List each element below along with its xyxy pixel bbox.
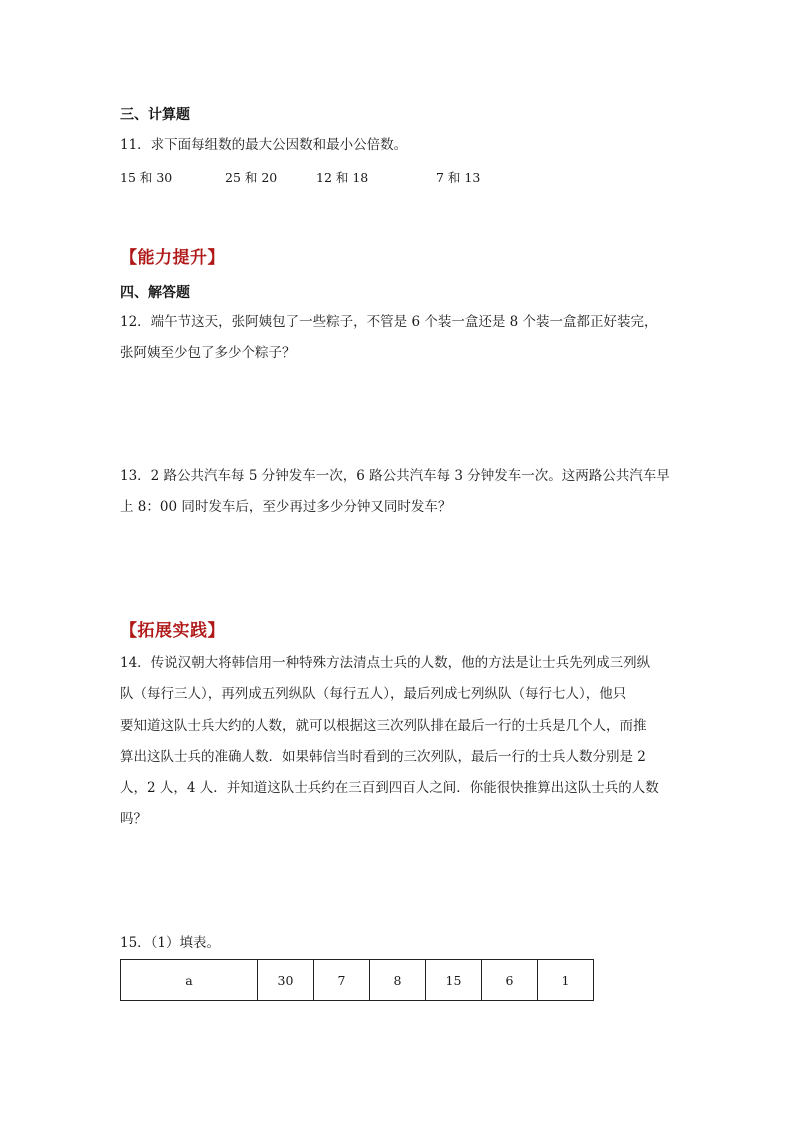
table-cell: 1 <box>538 960 594 1001</box>
fill-in-table <box>120 959 594 1001</box>
q11-pair-4: 7 和 13 <box>436 170 481 185</box>
question-12-line-1: 12．端午节这天，张阿姨包了一些粽子，不管是 6 个装一盒还是 8 个装一盒都正好装完， <box>120 314 658 330</box>
table-cell: 8 <box>370 960 426 1001</box>
table-header-cell: a <box>121 960 258 1001</box>
question-14-line-6: 吗？ <box>120 811 147 827</box>
question-13-line-2: 上 8：00 同时发车后，至少再过多少分钟又同时发车？ <box>120 499 452 515</box>
q11-pair-1: 15 和 30 <box>120 170 173 185</box>
band-extension: 【拓展实践】 <box>120 621 225 641</box>
table-cell: 15 <box>426 960 482 1001</box>
table-cell: 7 <box>314 960 370 1001</box>
question-14-line-4: 算出这队士兵的准确人数．如果韩信当时看到的三次列队，最后一行的士兵人数分别是 2 <box>120 749 646 765</box>
question-13-line-1: 13．2 路公共汽车每 5 分钟发车一次，6 路公共汽车每 3 分钟发车一次。这两路公共汽车早 <box>120 468 670 484</box>
section-4-title: 四、解答题 <box>120 285 190 301</box>
question-12-line-2: 张阿姨至少包了多少个粽子？ <box>120 345 296 361</box>
question-14-line-2: 队（每行三人），再列成五列纵队（每行五人），最后列成七列纵队（每行七人），他只 <box>120 686 627 702</box>
question-14-line-3: 要知道这队士兵大约的人数，就可以根据这三次列队排在最后一行的士兵是几个人，而推 <box>120 718 647 734</box>
question-11: 11．求下面每组数的最大公因数和最小公倍数。 <box>120 137 408 153</box>
q11-pair-3: 12 和 18 <box>316 170 369 185</box>
band-ability: 【能力提升】 <box>120 248 225 268</box>
question-14-line-5: 人，2 人，4 人．并知道这队士兵约在三百到四百人之间．你能很快推算出这队士兵的人数 <box>120 780 659 796</box>
q11-pair-2: 25 和 20 <box>225 170 278 185</box>
table-row <box>121 960 594 1001</box>
section-3-title: 三、计算题 <box>120 107 190 123</box>
question-15: 15．（1）填表。 <box>120 935 221 951</box>
question-14-line-1: 14．传说汉朝大将韩信用一种特殊方法清点士兵的人数，他的方法是让士兵先列成三列纵 <box>120 655 651 671</box>
table-cell: 6 <box>482 960 538 1001</box>
table-cell: 30 <box>258 960 314 1001</box>
